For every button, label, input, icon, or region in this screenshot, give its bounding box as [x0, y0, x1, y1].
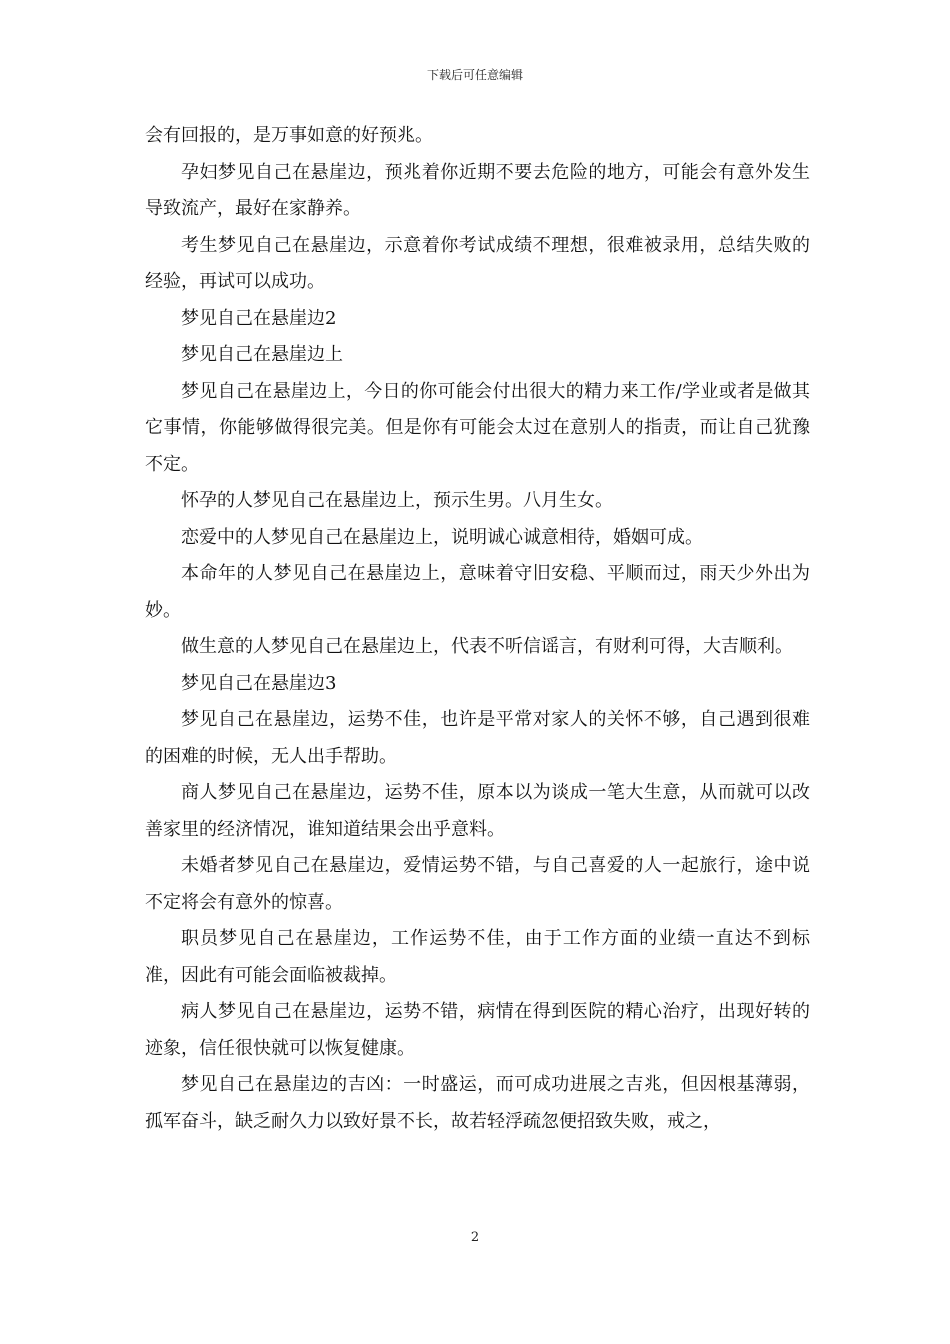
paragraph: 梦见自己在悬崖边上，今日的你可能会付出很大的精力来工作/学业或者是做其它事情，你能够做得很完美。但是你有可能会太过在意别人的指责，而让自己犹豫不定。 [145, 380, 810, 475]
section-heading: 梦见自己在悬崖边3 [181, 672, 337, 694]
paragraph: 职员梦见自己在悬崖边，工作运势不佳，由于工作方面的业绩一直达不到标准，因此有可能会面临被裁掉。 [145, 928, 810, 986]
paragraph: 梦见自己在悬崖边的吉凶：一时盛运，而可成功进展之吉兆，但因根基薄弱，孤军奋斗，缺乏耐久力以致好景不长，故若轻浮疏忽便招致失败，戒之， [145, 1074, 810, 1132]
paragraph: 考生梦见自己在悬崖边，示意着你考试成绩不理想，很难被录用，总结失败的经验，再试可以成功。 [145, 234, 810, 292]
section-heading: 梦见自己在悬崖边2 [181, 307, 337, 329]
paragraph: 做生意的人梦见自己在悬崖边上，代表不听信谣言，有财利可得，大吉顺利。 [181, 636, 793, 657]
paragraph: 未婚者梦见自己在悬崖边，爱情运势不错，与自己喜爱的人一起旅行，途中说不定将会有意外的惊喜。 [145, 855, 810, 913]
paragraph: 恋爱中的人梦见自己在悬崖边上，说明诚心诚意相待，婚姻可成。 [181, 526, 703, 548]
paragraph: 病人梦见自己在悬崖边，运势不错，病情在得到医院的精心治疗，出现好转的迹象，信任很快就可以恢复健康。 [145, 1001, 810, 1059]
paragraph: 怀孕的人梦见自己在悬崖边上，预示生男。八月生女。 [181, 490, 613, 511]
page-header: 下载后可任意编辑 [426, 68, 523, 82]
section-subheading: 梦见自己在悬崖边上 [181, 344, 343, 365]
paragraph: 会有回报的，是万事如意的好预兆。 [145, 125, 433, 146]
document-body [145, 118, 810, 1140]
paragraph: 梦见自己在悬崖边，运势不佳，也许是平常对家人的关怀不够，自己遇到很难的困难的时候，无人出手帮助。 [145, 709, 810, 767]
paragraph: 商人梦见自己在悬崖边，运势不佳，原本以为谈成一笔大生意，从而就可以改善家里的经济情况，谁知道结果会出乎意料。 [145, 782, 810, 840]
paragraph: 孕妇梦见自己在悬崖边，预兆着你近期不要去危险的地方，可能会有意外发生导致流产，最好在家静养。 [145, 161, 810, 219]
page-number: 2 [470, 1230, 480, 1245]
paragraph: 本命年的人梦见自己在悬崖边上，意味着守旧安稳、平顺而过，雨天少外出为妙。 [145, 563, 810, 621]
